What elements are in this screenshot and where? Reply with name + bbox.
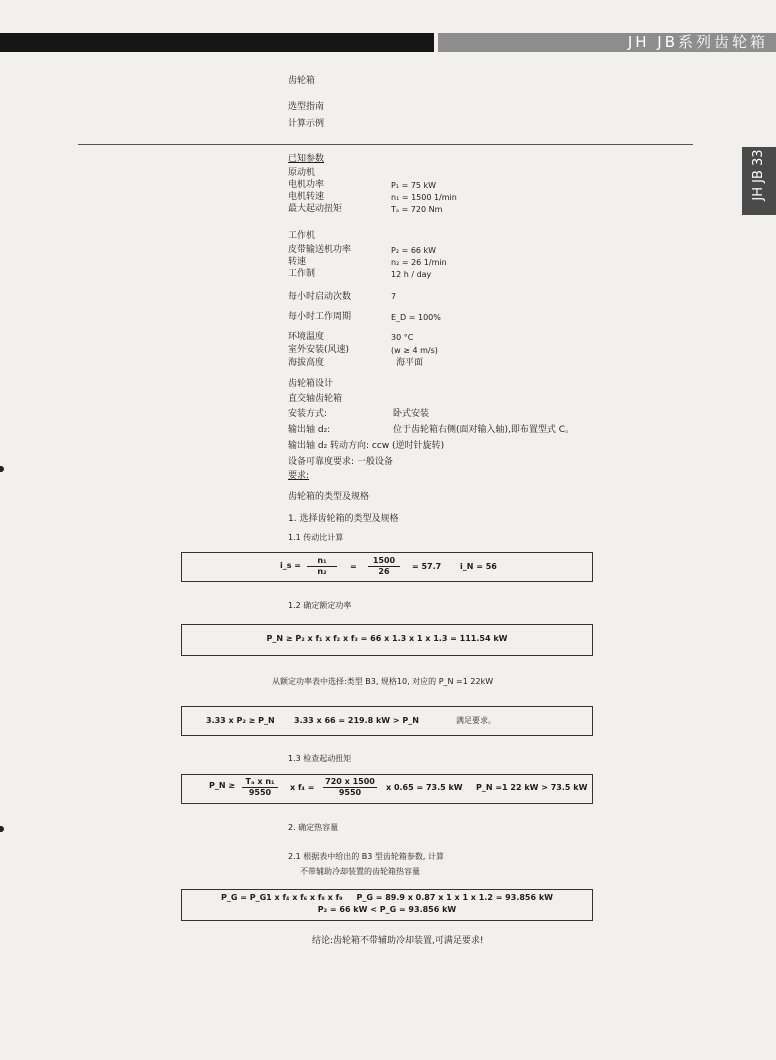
cycle-value: E_D = 100% xyxy=(391,313,441,322)
machine-label: 皮带输送机功率 xyxy=(288,245,352,255)
ratio-fraction-numeric xyxy=(368,556,400,577)
mount-label: 安装方式: xyxy=(288,409,328,419)
intro-guide: 选型指南 xyxy=(288,102,325,112)
thermal-line-2: P₂ = 66 kW < P_G = 93.856 kW xyxy=(317,905,457,914)
env-label: 海拔高度 xyxy=(288,358,325,368)
known-heading: 已知参数 xyxy=(288,154,325,164)
starts-value: 7 xyxy=(391,292,397,301)
known-label: 电机转速 xyxy=(288,192,325,202)
machine-value: P₂ = 66 kW xyxy=(391,246,437,255)
ratio-den: 26 xyxy=(378,567,390,576)
ratio-lhs: i_s = xyxy=(280,561,301,570)
side-tab xyxy=(742,147,776,215)
env-value: 海平面 xyxy=(396,358,424,368)
conclusion: 结论:齿轮箱不带辅助冷却装置,可满足要求! xyxy=(312,936,484,946)
step-2-1b: 不带辅助冷却装置的齿轮箱热容量 xyxy=(300,867,420,876)
env-value: (w ≥ 4 m/s) xyxy=(391,346,438,355)
ratio-result: = 57.7 xyxy=(412,562,442,571)
check-a: 3.33 x P₂ ≥ P_N xyxy=(206,716,275,725)
check-c: 满足要求。 xyxy=(456,716,496,725)
power-formula: P_N ≥ P₂ x f₁ x f₂ x f₃ = 66 x 1.3 x 1 x 1.3 = 111.54 kW xyxy=(266,634,508,643)
reliability-text: 设备可靠度要求: 一般设备 xyxy=(288,457,393,467)
step-1-3: 1.3 检查起动扭矩 xyxy=(288,754,352,763)
machine-heading: 工作机 xyxy=(288,231,316,241)
design-type: 直交轴齿轮箱 xyxy=(288,394,343,404)
step-1-2: 1.2 确定额定功率 xyxy=(288,601,352,610)
machine-value: 12 h / day xyxy=(391,270,432,279)
torque-den1: 9550 xyxy=(248,788,272,797)
starts-label: 每小时启动次数 xyxy=(288,292,352,302)
torque-den2: 9550 xyxy=(338,788,362,797)
mount-value: 卧式安装 xyxy=(393,409,430,419)
section-divider xyxy=(78,144,693,145)
env-value: 30 °C xyxy=(391,333,414,342)
machine-label: 转速 xyxy=(288,257,307,267)
torque-check: P_N =1 22 kW > 73.5 kW xyxy=(476,783,588,792)
selection-heading: 齿轮箱的类型及规格 xyxy=(288,492,370,502)
step-1: 1. 选择齿轮箱的类型及规格 xyxy=(288,514,399,524)
design-heading: 齿轮箱设计 xyxy=(288,379,334,389)
step-2-1a: 2.1 根据表中给出的 B3 型齿轮箱参数, 计算 xyxy=(288,852,445,861)
known-label: 最大起动扭矩 xyxy=(288,204,343,214)
torque-result: x 0.65 = 73.5 kW xyxy=(386,783,463,792)
ratio-num: 1500 xyxy=(368,556,400,567)
rotation-text: 输出轴 d₂ 转动方向: ccw (逆时针旋转) xyxy=(288,441,445,451)
table-note: 从额定功率表中选择:类型 B3, 规格10, 对应的 P_N =1 22kW xyxy=(272,677,494,686)
known-value: Tₐ = 720 Nm xyxy=(391,205,443,214)
known-label: 电机功率 xyxy=(288,180,325,190)
ratio-nominal: i_N = 56 xyxy=(460,562,497,571)
step-2: 2. 确定热容量 xyxy=(288,823,339,832)
ratio-eq: = xyxy=(350,562,357,571)
shaft-label: 输出轴 d₂: xyxy=(288,425,331,435)
header-bar-dark xyxy=(0,33,434,52)
shaft-value: 位于齿轮箱右侧(面对输入轴),即布置型式 C。 xyxy=(393,425,575,435)
torque-num1: Tₐ x n₁ xyxy=(242,777,278,788)
known-value: P₁ = 75 kW xyxy=(391,181,437,190)
torque-num2: 720 x 1500 xyxy=(323,777,377,788)
scan-mark xyxy=(0,826,4,832)
env-label: 室外安装(风速) xyxy=(288,345,350,355)
thermal-line-1: P_G = P_G1 x f₄ x f₆ x f₈ x f₉ P_G = 89.9 x 0.87 x 1 x 1 x 1.2 = 93.856 kW xyxy=(221,893,553,902)
machine-label: 工作制 xyxy=(288,269,316,279)
torque-fraction-numeric xyxy=(323,777,377,798)
cycle-label: 每小时工作周期 xyxy=(288,312,352,322)
torque-lhs: P_N ≥ xyxy=(209,781,236,790)
known-value: n₁ = 1500 1/min xyxy=(391,193,457,202)
ratio-fraction-symbolic xyxy=(307,556,337,577)
prime-mover-label: 原动机 xyxy=(288,168,316,178)
torque-fraction-symbolic xyxy=(242,777,278,798)
intro-topic: 齿轮箱 xyxy=(288,76,316,86)
torque-mult: x f₄ = xyxy=(290,783,315,792)
env-label: 环境温度 xyxy=(288,332,325,342)
requirements-label: 要求: xyxy=(288,471,310,481)
machine-value: n₂ = 26 1/min xyxy=(391,258,447,267)
side-tab-label: JH JB 33 xyxy=(751,149,766,201)
check-b: 3.33 x 66 = 219.8 kW > P_N xyxy=(294,716,419,725)
ratio-n2: n₂ xyxy=(317,567,327,576)
step-1-1: 1.1 传动比计算 xyxy=(288,533,344,542)
page-title: JH JB系列齿轮箱 xyxy=(627,33,768,51)
ratio-n1: n₁ xyxy=(307,556,337,567)
intro-example: 计算示例 xyxy=(288,119,325,129)
scan-mark xyxy=(0,466,4,472)
